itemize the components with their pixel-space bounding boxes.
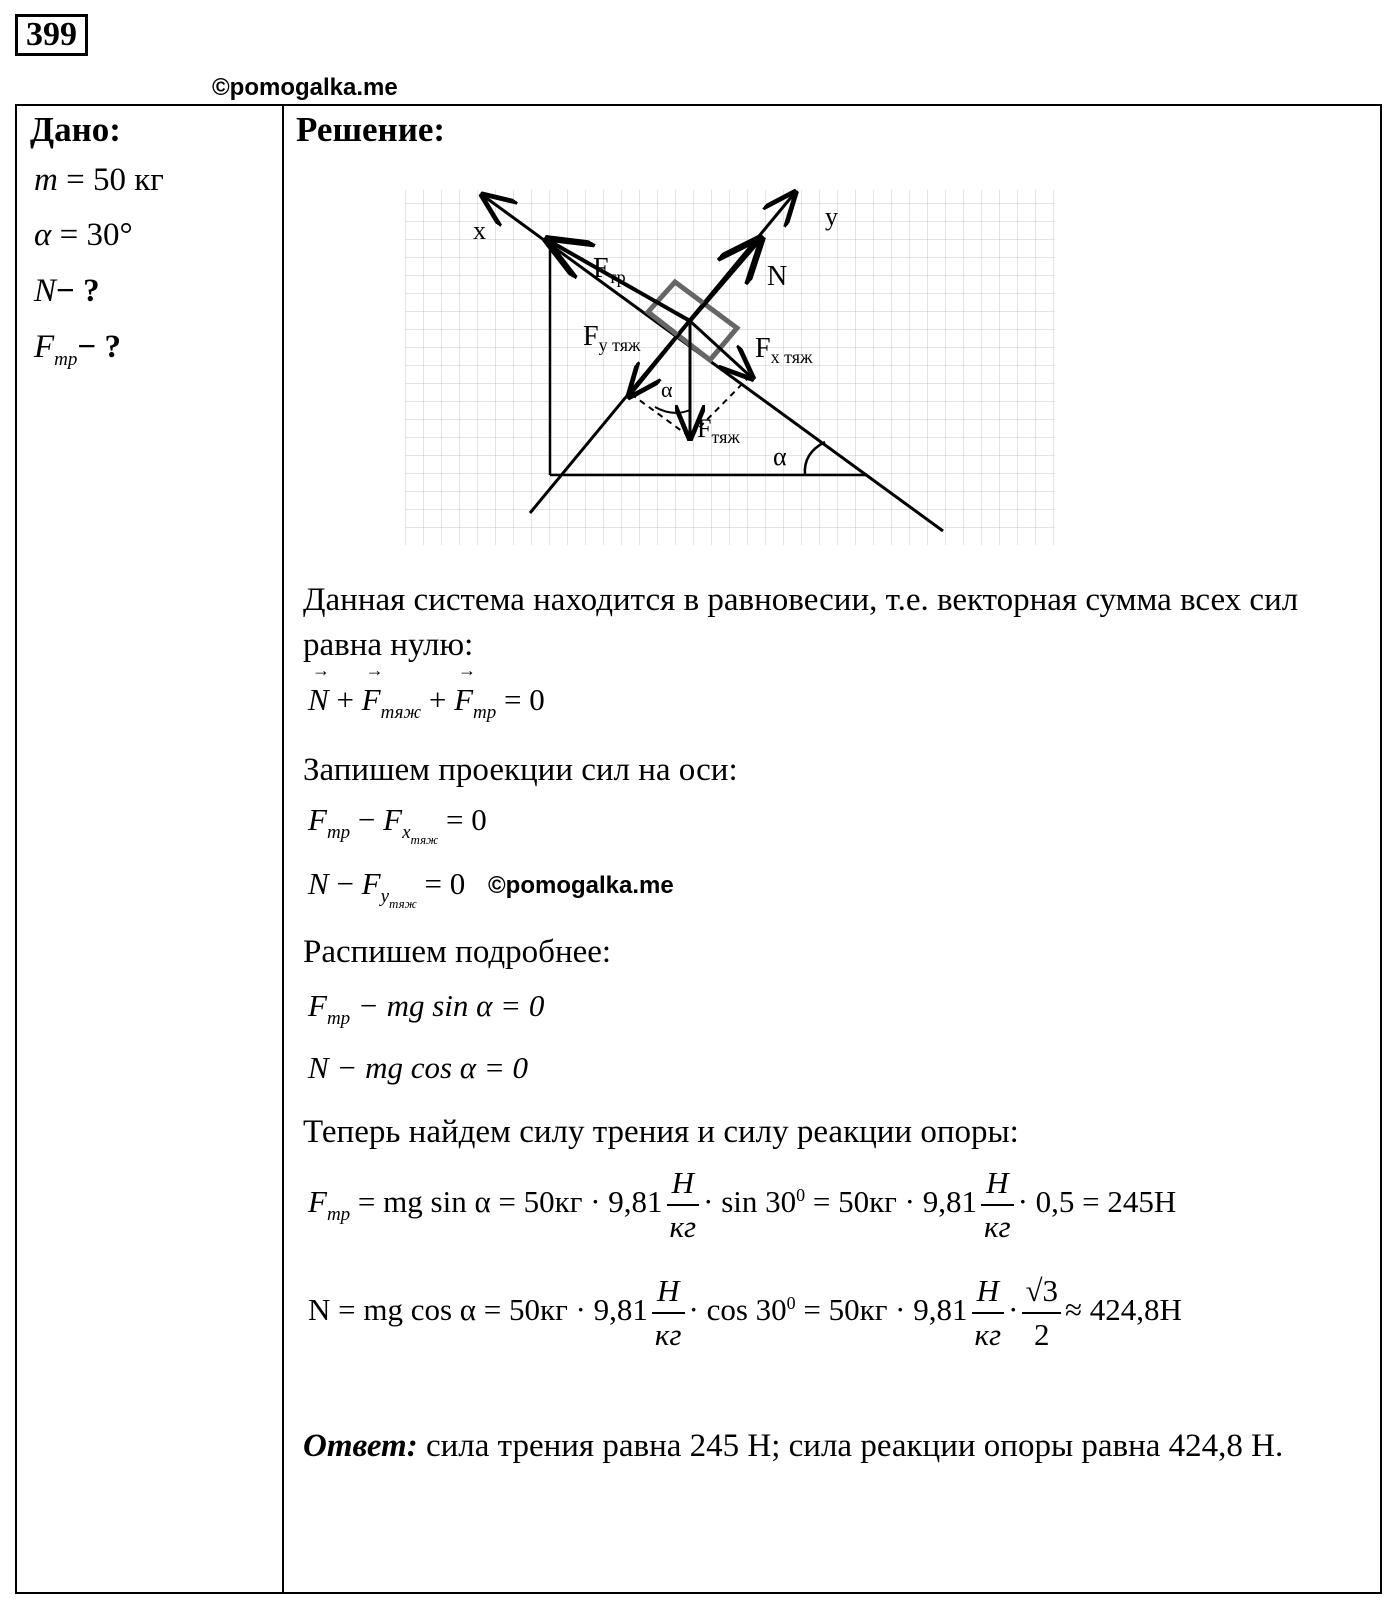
paragraph-equilibrium: Данная система находится в равновесии, т.е. векторная сумма всех сил равна нулю:	[303, 582, 1299, 663]
watermark-middle: ©pomogalka.me	[488, 872, 674, 899]
watermark-top: ©pomogalka.me	[212, 74, 398, 101]
equation-detail-x: $F_{тр}$ − mg sin α = 0	[308, 988, 545, 1029]
label-ft: $F_{тяж}$	[697, 414, 740, 447]
paragraph-detail: Распишем подробнее:	[303, 934, 612, 970]
equation-vector-sum: → N + → $F_{тяж}$ + → $F_{тр} = 0$	[308, 682, 545, 724]
paragraph-projections: Запишем проекции сил на оси:	[303, 752, 738, 788]
equation-detail-y: N − mg cos α = 0	[308, 1050, 528, 1085]
force-diagram	[405, 185, 1070, 555]
given-n-unknown: N− ?	[34, 273, 100, 309]
label-y: y	[825, 202, 838, 231]
label-alpha-1: α	[661, 377, 673, 402]
label-n: N	[767, 261, 788, 292]
given-mass: m = 50 кг	[34, 162, 164, 198]
given-heading: Дано:	[30, 110, 121, 149]
label-ftr: $F_{тр}$	[593, 253, 626, 287]
column-divider	[282, 104, 284, 1594]
equation-x-projection: $F_{тр} - F_{xтяж} = 0$	[308, 802, 487, 847]
answer: Ответ: сила трения равна 245 Н; сила реакции опоры равна 424,8 Н.	[303, 1428, 1284, 1464]
equation-normal-value: N = mg cos α = 50кг · 9,81 $\frac{Н}{кг}$ · $\cos 30^0 = 50кг \cdot 9,81$ $\frac{Н}{кг}$ · $\frac{√3}{2}$ ≈ 424,8Н	[308, 1270, 1182, 1356]
equation-y-projection: $N - F_{yтяж} = 0$	[308, 866, 466, 911]
equation-friction-value: $F_{тр}$ = mg sin α = 50кг · 9,81 $\frac{Н}{кг}$ · $\sin 30^0 = 50кг \cdot 9,81$ $\frac{Н}{кг}$ · 0,5 = 245Н	[308, 1162, 1176, 1248]
grid-background	[405, 190, 1055, 545]
given-f-unknown: $F_{тр}-$ ?	[34, 329, 121, 370]
paragraph-find: Теперь найдем силу трения и силу реакции опоры:	[303, 1114, 1019, 1150]
given-angle: α = 30°	[34, 217, 133, 253]
label-alpha-2: α	[773, 442, 787, 471]
label-fy: $F_{у тяж}$	[583, 321, 641, 355]
label-fx: $F_{x тяж}$	[755, 333, 813, 367]
label-x: x	[473, 216, 486, 245]
problem-number: 399	[15, 14, 88, 56]
solution-heading: Решение:	[296, 110, 446, 149]
